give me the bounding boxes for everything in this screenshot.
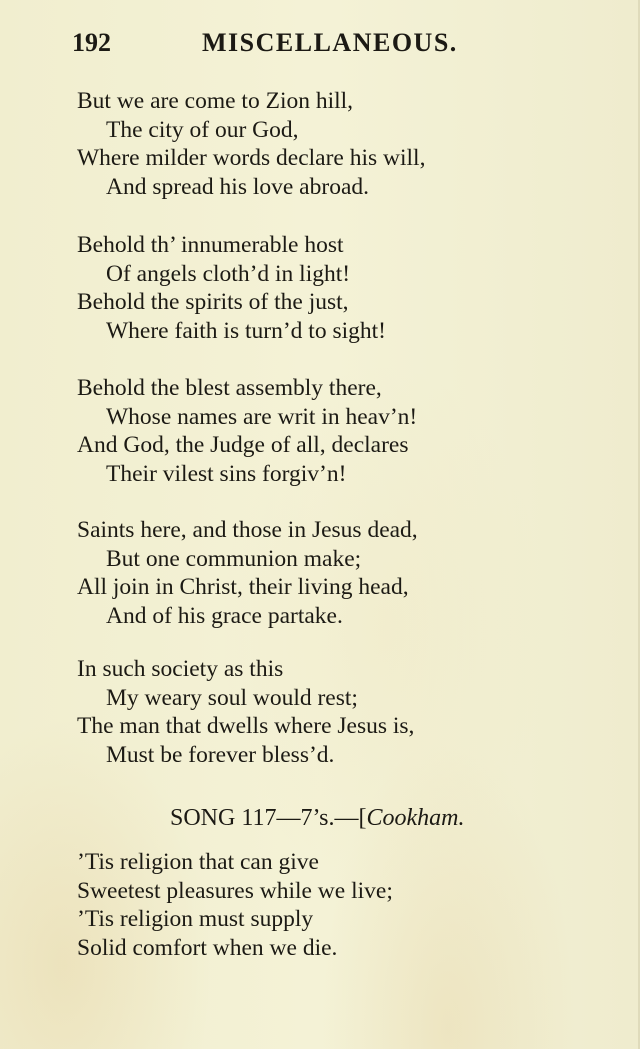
verse-line: Whose names are writ in heav’n! bbox=[106, 403, 418, 430]
stanza-4 bbox=[77, 516, 418, 630]
verse-line: ’Tis religion must supply bbox=[77, 906, 314, 932]
page-header bbox=[72, 28, 512, 64]
verse-line: ’Tis religion that can give bbox=[77, 849, 319, 875]
verse-line: Saints here, and those in Jesus dead, bbox=[77, 517, 418, 543]
running-title: MISCELLANEOUS. bbox=[202, 28, 458, 57]
verse-line: Where milder words declare his will, bbox=[77, 145, 426, 171]
verse-line: And God, the Judge of all, declares bbox=[77, 432, 409, 458]
verse-line: Their vilest sins forgiv’n! bbox=[106, 460, 347, 487]
song-heading bbox=[170, 805, 464, 832]
verse-line: All join in Christ, their living head, bbox=[77, 574, 409, 600]
verse-line: My weary soul would rest; bbox=[106, 684, 358, 711]
verse-line: Behold th’ innumerable host bbox=[77, 232, 344, 258]
verse-line: Behold the blest assembly there, bbox=[77, 375, 382, 401]
verse-line: But one communion make; bbox=[106, 545, 362, 572]
stanza-5 bbox=[77, 655, 414, 769]
verse-line: Where faith is turn’d to sight! bbox=[106, 317, 386, 344]
verse-line: The man that dwells where Jesus is, bbox=[77, 713, 415, 739]
stanza-1 bbox=[77, 87, 425, 201]
stanza-2 bbox=[77, 231, 386, 345]
tune-name: Cookham. bbox=[366, 805, 465, 831]
page-number: 192 bbox=[72, 28, 111, 57]
verse-line: And spread his love abroad. bbox=[106, 173, 369, 200]
verse-line: Of angels cloth’d in light! bbox=[106, 260, 351, 287]
verse-line: The city of our God, bbox=[106, 116, 299, 143]
verse-line: But we are come to Zion hill, bbox=[77, 88, 354, 114]
verse-line: Behold the spirits of the just, bbox=[77, 289, 349, 315]
verse-line: Solid comfort when we die. bbox=[77, 934, 338, 961]
verse-line: Sweetest pleasures while we live; bbox=[77, 877, 393, 904]
verse-line: And of his grace partake. bbox=[106, 602, 343, 629]
stanza-3 bbox=[77, 374, 417, 488]
verse-line: Must be forever bless’d. bbox=[106, 741, 335, 768]
verse-line: In such society as this bbox=[77, 656, 284, 682]
song-number: SONG 117—7’s.—[ bbox=[170, 805, 367, 831]
song-stanza-1 bbox=[77, 848, 393, 962]
